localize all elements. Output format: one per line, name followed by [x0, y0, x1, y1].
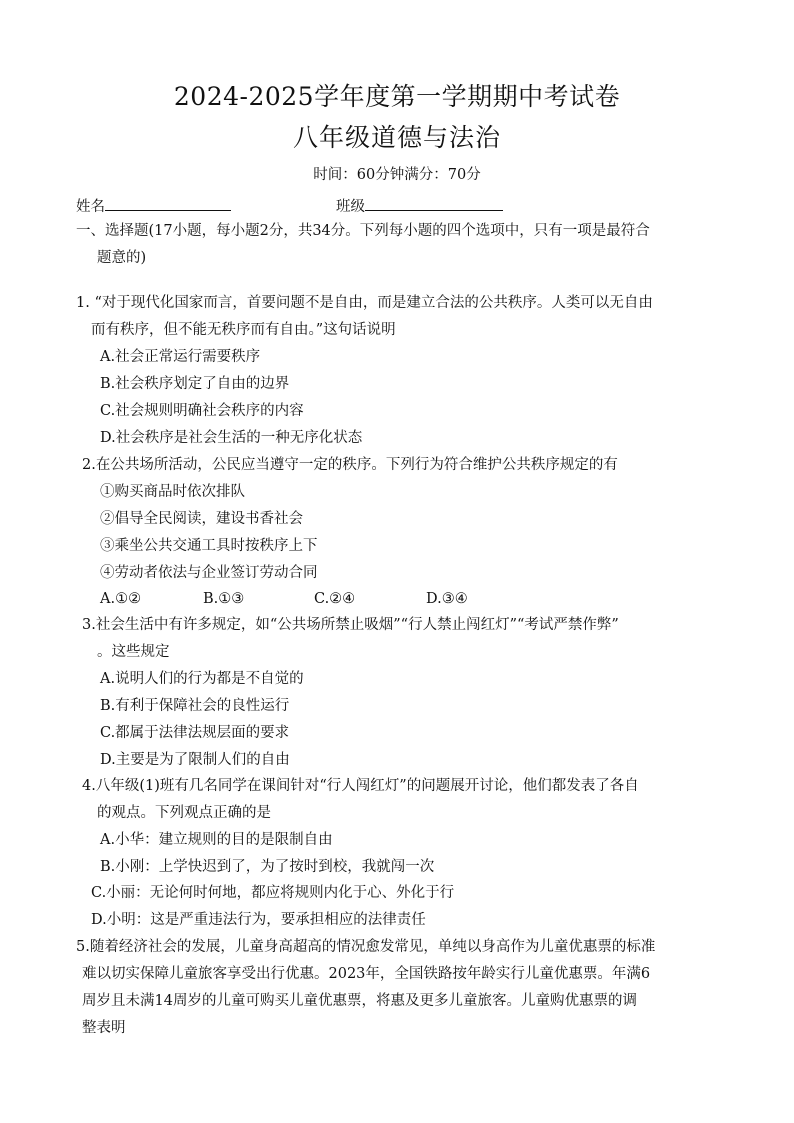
class-label: 班级	[336, 199, 365, 215]
question-2-item-1: ①购买商品时依次排队	[100, 484, 245, 500]
question-4-option-c: C.小丽：无论何时何地，都应将规则内化于心、外化于行	[91, 885, 455, 901]
question-3-option-d: D.主要是为了限制人们的自由	[100, 752, 290, 768]
question-5-stem: 5.随着经济社会的发展，儿童身高超高的情况愈发常见，单纯以身高作为儿童优惠票的标准	[76, 939, 656, 955]
question-3-option-b: B.有利于保障社会的良性运行	[100, 698, 290, 714]
name-label: 姓名	[76, 199, 105, 215]
question-3-stem: 3.社会生活中有许多规定，如“公共场所禁止吸烟”“行人禁止闯红灯”“考试严禁作弊”	[82, 617, 619, 633]
section-heading: 一、选择题(17小题，每小题2分，共34分。下列每小题的四个选项中，只有一项是最符合	[76, 223, 650, 239]
class-blank[interactable]	[365, 193, 503, 211]
exam-title: 2024-2025学年度第一学期期中考试卷	[173, 82, 621, 111]
student-name-field	[76, 193, 231, 218]
question-4-option-a: A.小华：建立规则的目的是限制自由	[100, 832, 333, 848]
question-3-option-c: C.都属于法律法规层面的要求	[100, 725, 290, 741]
question-2-item-4: ④劳动者依法与企业签订劳动合同	[100, 565, 318, 581]
question-2-option-a: A.①②	[100, 591, 142, 607]
question-1-stem: 1. “对于现代化国家而言，首要问题不是自由，而是建立合法的公共秩序。人类可以无自由	[76, 295, 653, 311]
question-2-stem: 2.在公共场所活动，公民应当遵守一定的秩序。下列行为符合维护公共秩序规定的有	[82, 457, 618, 473]
question-4-option-b: B.小刚：上学快迟到了，为了按时到校，我就闯一次	[100, 859, 435, 875]
exam-time-score: 时间：60分钟满分：70分	[313, 167, 481, 183]
question-1-option-a: A.社会正常运行需要秩序	[100, 349, 261, 365]
student-class-field	[336, 193, 503, 218]
question-4-stem-cont: 的观点。下列观点正确的是	[97, 805, 271, 821]
question-5-stem-line-4: 整表明	[82, 1020, 126, 1036]
question-3-stem-cont: 。这些规定	[97, 644, 170, 660]
question-1-option-b: B.社会秩序划定了自由的边界	[100, 376, 290, 392]
question-2-item-3: ③乘坐公共交通工具时按秩序上下	[100, 538, 318, 554]
question-5-stem-line-2: 难以切实保障儿童旅客享受出行优惠。2023年，全国铁路按年龄实行儿童优惠票。年满6	[82, 966, 651, 982]
subject-title: 八年级道德与法治	[292, 123, 501, 152]
question-2-option-d: D.③④	[426, 591, 468, 607]
question-1-option-c: C.社会规则明确社会秩序的内容	[100, 403, 304, 419]
question-2-option-b: B.①③	[203, 591, 245, 607]
question-3-option-a: A.说明人们的行为都是不自觉的	[100, 671, 304, 687]
question-1-stem-cont: 而有秩序，但不能无秩序而有自由。”这句话说明	[91, 322, 396, 338]
question-5-stem-line-3: 周岁且未满14周岁的儿童可购买儿童优惠票，将惠及更多儿童旅客。儿童购优惠票的调	[82, 993, 637, 1009]
question-2-item-2: ②倡导全民阅读，建设书香社会	[100, 511, 303, 527]
question-4-option-d: D.小明：这是严重违法行为，要承担相应的法律责任	[91, 912, 426, 928]
question-1-option-d: D.社会秩序是社会生活的一种无序化状态	[100, 430, 363, 446]
question-4-stem: 4.八年级(1)班有几名同学在课间针对“行人闯红灯”的问题展开讨论，他们都发表了各自	[82, 778, 639, 794]
question-2-option-c: C.②④	[314, 591, 356, 607]
section-heading-cont: 题意的)	[97, 250, 147, 266]
name-blank[interactable]	[105, 193, 231, 211]
